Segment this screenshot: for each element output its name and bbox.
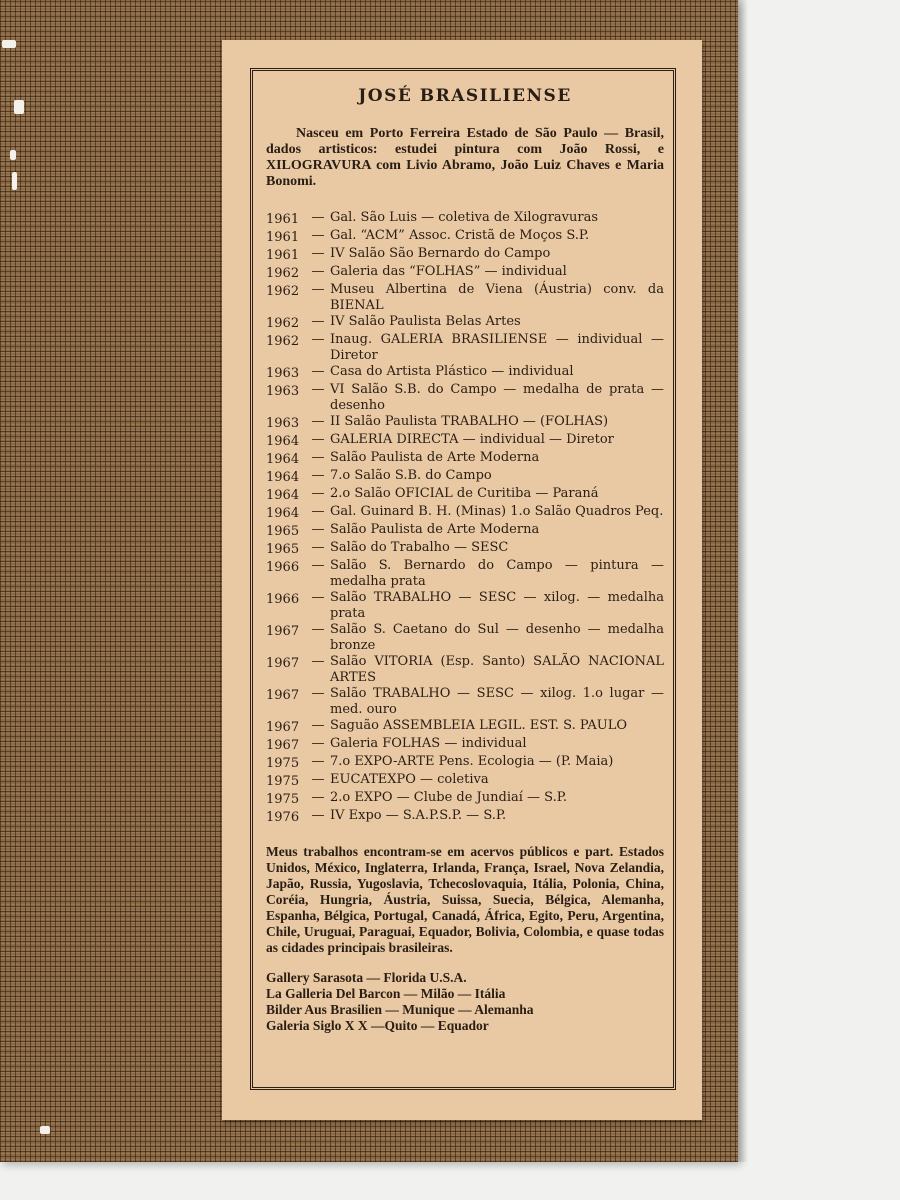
exhibition-entry bbox=[266, 772, 664, 790]
entry-year: 1967 bbox=[266, 720, 300, 735]
exhibition-entry bbox=[266, 432, 664, 450]
entry-dash: — bbox=[311, 686, 325, 701]
entry-year: 1975 bbox=[266, 792, 300, 807]
entry-dash: — bbox=[311, 382, 325, 397]
entry-year: 1967 bbox=[266, 624, 300, 639]
entry-dash: — bbox=[311, 364, 325, 379]
gallery-line: Bilder Aus Brasilien — Munique — Alemanha bbox=[266, 1001, 534, 1017]
entry-year: 1962 bbox=[266, 266, 300, 281]
entry-year: 1964 bbox=[266, 506, 300, 521]
entry-text: 7.o Salão S.B. do Campo bbox=[330, 468, 492, 483]
entry-year: 1961 bbox=[266, 230, 300, 245]
gallery-line: Galeria Siglo X X —Quito — Equador bbox=[266, 1017, 489, 1033]
exhibition-entry bbox=[266, 622, 664, 654]
entry-year: 1966 bbox=[266, 560, 300, 575]
entry-dash: — bbox=[311, 414, 325, 429]
entry-year: 1961 bbox=[266, 248, 300, 263]
entry-text: EUCATEXPO — coletiva bbox=[330, 772, 489, 787]
paint-speck bbox=[40, 1126, 50, 1134]
exhibition-entry bbox=[266, 540, 664, 558]
exhibition-entry bbox=[266, 414, 664, 432]
clipping-content bbox=[266, 84, 664, 1034]
entry-text: Gal. “ACM” Assoc. Cristã de Moços S.P. bbox=[330, 228, 590, 243]
entry-text: Salão S. Bernardo do Campo — pintura — medalha prata bbox=[330, 558, 664, 589]
entry-dash: — bbox=[311, 282, 325, 297]
biography-intro: Nasceu em Porto Ferreira Estado de São Paulo — Brasil, dados artisticos: estudei pintura com João Rossi, e XILOGRAVURA com Livio Abramo, João Luiz Chaves e Maria Bonomi. bbox=[266, 126, 664, 189]
entry-dash: — bbox=[311, 736, 325, 751]
entry-dash: — bbox=[311, 264, 325, 279]
exhibition-entry bbox=[266, 210, 664, 228]
exhibition-entry bbox=[266, 736, 664, 754]
exhibition-entry bbox=[266, 314, 664, 332]
entry-text: GALERIA DIRECTA — individual — Diretor bbox=[330, 432, 614, 447]
entry-text: IV Expo — S.A.P.S.P. — S.P. bbox=[330, 808, 507, 823]
entry-dash: — bbox=[311, 754, 325, 769]
newspaper-clipping bbox=[222, 40, 702, 1120]
entry-dash: — bbox=[311, 504, 325, 519]
exhibition-entry bbox=[266, 504, 664, 522]
entry-dash: — bbox=[311, 246, 325, 261]
entry-dash: — bbox=[311, 314, 325, 329]
entry-text: Salão TRABALHO — SESC — xilog. — medalha prata bbox=[330, 590, 664, 621]
entry-year: 1962 bbox=[266, 284, 300, 299]
entry-year: 1967 bbox=[266, 738, 300, 753]
entry-year: 1967 bbox=[266, 656, 300, 671]
entry-dash: — bbox=[311, 718, 325, 733]
entry-year: 1962 bbox=[266, 334, 300, 349]
entry-text: Galeria das “FOLHAS” — individual bbox=[330, 264, 567, 279]
entry-dash: — bbox=[311, 654, 325, 669]
exhibition-entry bbox=[266, 264, 664, 282]
entry-year: 1964 bbox=[266, 452, 300, 467]
entry-text: VI Salão S.B. do Campo — medalha de prata — desenho bbox=[330, 382, 664, 413]
entry-dash: — bbox=[311, 486, 325, 501]
gallery-list bbox=[266, 970, 664, 1034]
entry-year: 1976 bbox=[266, 810, 300, 825]
entry-year: 1966 bbox=[266, 592, 300, 607]
entry-dash: — bbox=[311, 622, 325, 637]
entry-dash: — bbox=[311, 332, 325, 347]
exhibition-entry bbox=[266, 282, 664, 314]
entry-dash: — bbox=[311, 450, 325, 465]
entry-text: Inaug. GALERIA BRASILIENSE — individual — Diretor bbox=[330, 332, 664, 363]
exhibition-entry bbox=[266, 686, 664, 718]
exhibition-entry bbox=[266, 364, 664, 382]
entry-dash: — bbox=[311, 772, 325, 787]
exhibition-entry bbox=[266, 808, 664, 826]
entry-text: Salão VITORIA (Esp. Santo) SALÃO NACIONAL ARTES bbox=[330, 654, 664, 685]
entry-text: 7.o EXPO-ARTE Pens. Ecologia — (P. Maia) bbox=[330, 754, 614, 769]
entry-dash: — bbox=[311, 558, 325, 573]
entry-dash: — bbox=[311, 432, 325, 447]
exhibition-entry bbox=[266, 332, 664, 364]
entry-text: 2.o Salão OFICIAL de Curitiba — Paraná bbox=[330, 486, 599, 501]
entry-year: 1965 bbox=[266, 524, 300, 539]
clipping-title: JOSÉ BRASILIENSE bbox=[358, 86, 572, 106]
paint-speck bbox=[14, 100, 24, 114]
entry-text: Galeria FOLHAS — individual bbox=[330, 736, 527, 751]
entry-year: 1975 bbox=[266, 774, 300, 789]
entry-year: 1967 bbox=[266, 688, 300, 703]
exhibition-entry bbox=[266, 754, 664, 772]
exhibition-entry bbox=[266, 654, 664, 686]
paint-speck bbox=[2, 40, 16, 48]
entry-dash: — bbox=[311, 808, 325, 823]
exhibition-entry bbox=[266, 382, 664, 414]
entry-year: 1964 bbox=[266, 488, 300, 503]
exhibition-entry bbox=[266, 718, 664, 736]
exhibition-entry bbox=[266, 590, 664, 622]
entry-dash: — bbox=[311, 790, 325, 805]
entry-text: IV Salão Paulista Belas Artes bbox=[330, 314, 521, 329]
entry-dash: — bbox=[311, 590, 325, 605]
entry-text: IV Salão São Bernardo do Campo bbox=[330, 246, 551, 261]
entry-year: 1975 bbox=[266, 756, 300, 771]
entry-year: 1964 bbox=[266, 434, 300, 449]
entry-text: Casa do Artista Plástico — individual bbox=[330, 364, 574, 379]
entry-year: 1964 bbox=[266, 470, 300, 485]
entry-text: Salão do Trabalho — SESC bbox=[330, 540, 509, 555]
entry-year: 1962 bbox=[266, 316, 300, 331]
entry-dash: — bbox=[311, 210, 325, 225]
entry-dash: — bbox=[311, 540, 325, 555]
paint-speck bbox=[12, 172, 17, 190]
entry-dash: — bbox=[311, 522, 325, 537]
entry-text: Salão S. Caetano do Sul — desenho — medalha bronze bbox=[330, 622, 664, 653]
gallery-line: La Galleria Del Barcon — Milão — Itália bbox=[266, 985, 506, 1001]
entry-text: Salão TRABALHO — SESC — xilog. 1.o lugar — med. ouro bbox=[330, 686, 664, 717]
entry-year: 1963 bbox=[266, 384, 300, 399]
exhibition-entry bbox=[266, 450, 664, 468]
exhibition-entry bbox=[266, 522, 664, 540]
entry-dash: — bbox=[311, 468, 325, 483]
entry-dash: — bbox=[311, 228, 325, 243]
board-shadow bbox=[738, 0, 748, 1162]
paint-speck bbox=[10, 150, 16, 160]
collections-paragraph: Meus trabalhos encontram-se em acervos públicos e part. Estados Unidos, México, Inglaterra, Irlanda, França, Israel, Nova Zelandia, Japão, Russia, Yugoslavia, Tchecoslovaquia, Itália, Polonia, China, Coréia, Hungria, Áustria, Suissa, Suecia, Bélgica, Alemanha, Espanha, Bélgica, Portugal, Canadá, África, Egito, Peru, Argentina, Chile, Uruguai, Paraguai, Equador, Bolivia, Colombia, e quase todas as cidades principais brasileiras. bbox=[266, 844, 664, 955]
exhibition-entry bbox=[266, 246, 664, 264]
exhibition-entry bbox=[266, 558, 664, 590]
entry-text: Saguão ASSEMBLEIA LEGIL. EST. S. PAULO bbox=[330, 718, 628, 733]
entry-year: 1961 bbox=[266, 212, 300, 227]
gallery-line: Gallery Sarasota — Florida U.S.A. bbox=[266, 969, 467, 985]
entry-year: 1963 bbox=[266, 366, 300, 381]
entry-text: II Salão Paulista TRABALHO — (FOLHAS) bbox=[330, 414, 609, 429]
entry-text: Gal. São Luis — coletiva de Xilogravuras bbox=[330, 210, 599, 225]
exhibition-entry bbox=[266, 486, 664, 504]
exhibition-entry bbox=[266, 228, 664, 246]
entry-text: Salão Paulista de Arte Moderna bbox=[330, 522, 540, 537]
exhibition-entry bbox=[266, 790, 664, 808]
entry-text: Museu Albertina de Viena (Áustria) conv. da BIENAL bbox=[330, 282, 664, 313]
entry-text: Gal. Guinard B. H. (Minas) 1.o Salão Quadros Peq. bbox=[330, 504, 664, 519]
entry-text: 2.o EXPO — Clube de Jundiaí — S.P. bbox=[330, 790, 567, 805]
entry-text: Salão Paulista de Arte Moderna bbox=[330, 450, 540, 465]
entry-year: 1965 bbox=[266, 542, 300, 557]
exhibition-entry bbox=[266, 468, 664, 486]
entry-year: 1963 bbox=[266, 416, 300, 431]
exhibition-list bbox=[266, 210, 664, 826]
